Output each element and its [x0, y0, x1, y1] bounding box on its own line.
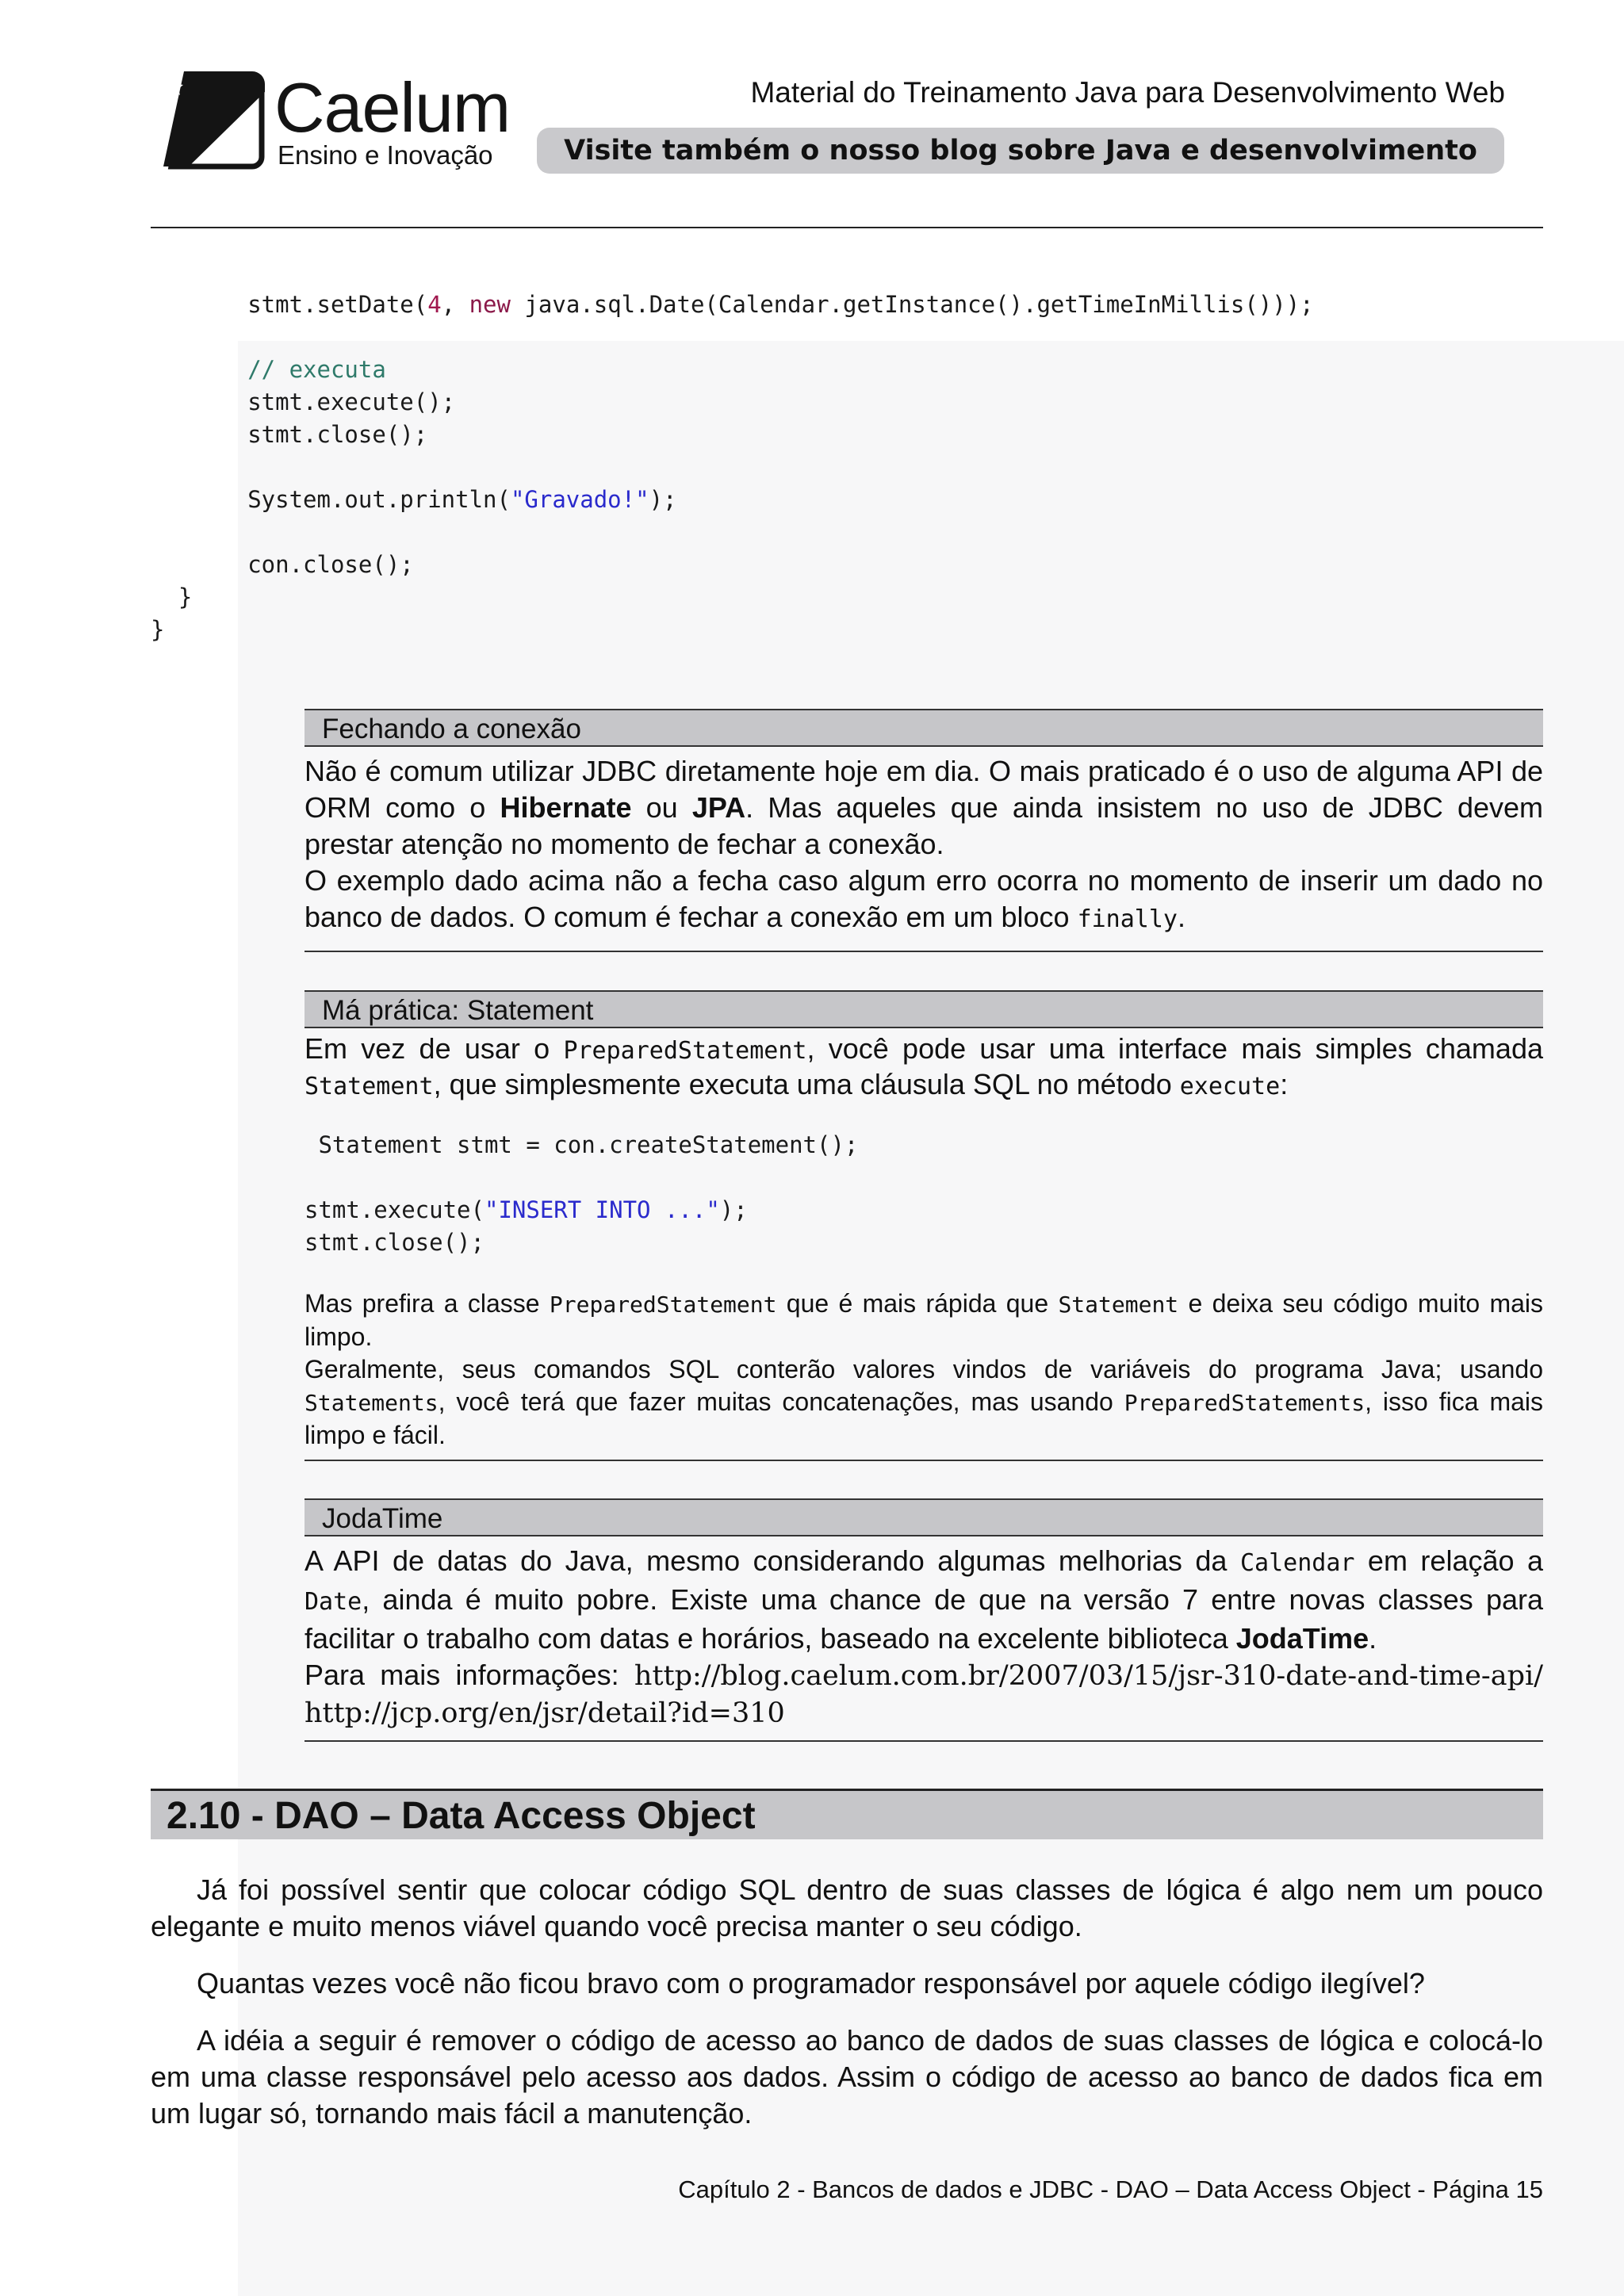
code-brace: } — [178, 584, 193, 610]
code-line: System.out.println("Gravado!"); — [247, 486, 677, 513]
code-line: stmt.setDate(4, new java.sql.Date(Calendar.getInstance().getTimeInMillis())); — [247, 291, 1314, 318]
code-line: con.close(); — [247, 551, 414, 578]
page-footer: Capítulo 2 - Bancos de dados e JDBC - DAO – Data Access Object - Página 15 — [678, 2175, 1543, 2203]
code-line: stmt.execute("INSERT INTO ..."); — [304, 1196, 748, 1223]
box-body-jodatime: A API de datas do Java, mesmo considerando algumas melhorias da Calendar em relação a Date, ainda é muito pobre. Existe uma chance de que na versão 7 entre novas classes para facilitar o trabalho com datas e horários, baseado na excelente biblioteca JodaTime. Para mais informações: http://blog.caelum.com.br/2007/03/15/jsr-310-date-and-time-api/ http://jcp.org/en/jsr/detail?id=310 — [304, 1544, 1544, 1729]
box-body-statement-intro: Em vez de usar o PreparedStatement, você pode usar uma interface mais simples chamada Statement, que simplesmente executa uma cláusula SQL no método execute: — [304, 1032, 1543, 1100]
brand-tagline: Ensino e Inovação — [278, 140, 493, 170]
section-paragraph: Quantas vezes você não ficou bravo com o programador responsável por aquele código ilegível? — [197, 1967, 1425, 1999]
box-title-fechando: Fechando a conexão — [304, 709, 1543, 747]
link-jsr310-blog[interactable]: http://blog.caelum.com.br/2007/03/15/jsr-310-date-and-time-api/ — [634, 1660, 1543, 1692]
box-title-jodatime: JodaTime — [304, 1498, 1543, 1536]
code-line: stmt.close(); — [304, 1229, 485, 1256]
section-paragraph: Já foi possível sentir que colocar código SQL dentro de suas classes de lógica é algo nem um pouco elegante e muito menos viável quando você precisa manter o seu código. — [151, 1873, 1543, 1942]
code-brace: } — [151, 616, 165, 643]
section-paragraph: A idéia a seguir é remover o código de acesso ao banco de dados de suas classes de lógica e colocá-lo em uma classe responsável pelo acesso aos dados. Assim o código de acesso ao banco de dados fica em um lugar só, tornando mais fácil a manutenção. — [151, 2024, 1543, 2130]
link-jcp-jsr310[interactable]: http://jcp.org/en/jsr/detail?id=310 — [304, 1697, 785, 1729]
section-heading: 2.10 - DAO – Data Access Object — [151, 1789, 1543, 1839]
section-body — [151, 1872, 1543, 2132]
caelum-logo-icon — [157, 68, 268, 174]
code-block-top — [151, 289, 1314, 646]
box-title-statement: Má prática: Statement — [304, 990, 1543, 1028]
brand-name: Caelum — [274, 68, 511, 147]
code-comment: // executa — [247, 356, 386, 383]
code-block-statement — [304, 1129, 858, 1259]
code-line: Statement stmt = con.createStatement(); — [304, 1131, 859, 1158]
box-body-statement-notes: Mas prefira a classe PreparedStatement que é mais rápida que Statement e deixa seu código muito mais limpo. Geralmente, seus comandos SQL conterão valores vindos de variáveis do programa Java; usando Statements, você terá que fazer muitas concatenações, mas usando PreparedStatements, isso fica mais limpo e fácil. — [304, 1289, 1544, 1449]
code-line: stmt.execute(); — [247, 388, 456, 415]
code-line: stmt.close(); — [247, 421, 428, 448]
box-rule — [304, 1460, 1543, 1461]
header-rule — [151, 227, 1543, 228]
box-rule — [304, 951, 1543, 952]
box-rule — [304, 1740, 1543, 1742]
blog-banner[interactable]: Visite também o nosso blog sobre Java e desenvolvimento — [537, 128, 1504, 174]
box-body-fechando: Não é comum utilizar JDBC diretamente hoje em dia. O mais praticado é o uso de alguma API de ORM como o Hibernate ou JPA. Mas aqueles que ainda insistem no uso de JDBC devem prestar atenção no momento de fechar a conexão. O exemplo dado acima não a fecha caso algum erro ocorra no momento de inserir um dado no banco de dados. O comum é fechar a conexão em um bloco finally. — [304, 755, 1543, 933]
header-title: Material do Treinamento Java para Desenvolvimento Web — [750, 76, 1505, 109]
